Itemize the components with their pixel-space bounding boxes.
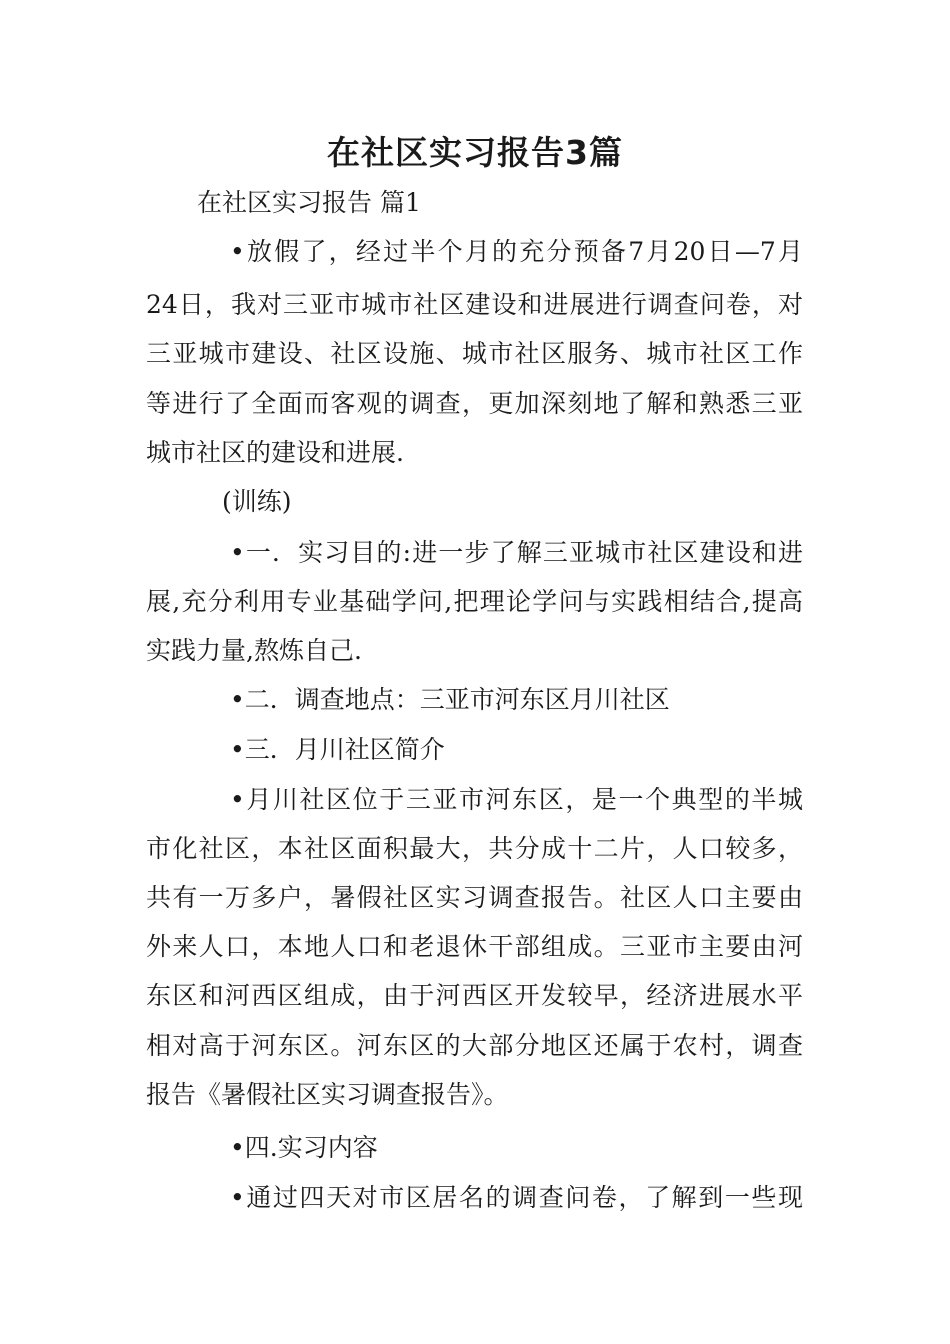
paragraph-line: 相对高于河东区。河东区的大部分地区还属于农村，调查	[146, 1031, 803, 1060]
paragraph-line: •通过四天对市区居名的调查问卷，了解到一些现	[230, 1183, 803, 1212]
paragraph-line: 外来人口，本地人口和老退休干部组成。三亚市主要由河	[146, 932, 803, 961]
paragraph-line: 等进行了全面而客观的调查，更加深刻地了解和熟悉三亚	[146, 389, 803, 418]
paragraph-line: •月川社区位于三亚市河东区，是一个典型的半城	[230, 785, 803, 814]
paragraph-line: 报告《暑假社区实习调查报告》。	[146, 1080, 509, 1109]
paragraph-line: 展,充分利用专业基础学问,把理论学问与实践相结合,提高	[146, 587, 803, 616]
paragraph-line: 实践力量,熬炼自己.	[146, 636, 362, 665]
paragraph-line: 城市社区的建设和进展.	[146, 438, 404, 467]
paragraph-line: •放假了，经过半个月的充分预备7月20日—7月	[230, 237, 803, 266]
section-subtitle: 在社区实习报告 篇1	[197, 188, 421, 217]
paragraph-line: 24日，我对三亚市城市社区建设和进展进行调查问卷，对	[146, 290, 803, 319]
paragraph-line: •二．调查地点：三亚市河东区月川社区	[230, 685, 670, 714]
document-title: 在社区实习报告3篇	[327, 133, 623, 172]
paragraph-line: •一．实习目的:进一步了解三亚城市社区建设和进	[230, 538, 803, 567]
paragraph-line: 三亚城市建设、社区设施、城市社区服务、城市社区工作	[146, 339, 803, 368]
paragraph-line: (训练)	[222, 487, 292, 516]
paragraph-line: •四.实习内容	[230, 1133, 378, 1162]
paragraph-line: 市化社区，本社区面积最大，共分成十二片，人口较多，	[146, 834, 803, 863]
paragraph-line: •三．月川社区简介	[230, 735, 445, 764]
paragraph-line: 东区和河西区组成，由于河西区开发较早，经济进展水平	[146, 981, 803, 1010]
paragraph-line: 共有一万多户，暑假社区实习调查报告。社区人口主要由	[146, 883, 803, 912]
